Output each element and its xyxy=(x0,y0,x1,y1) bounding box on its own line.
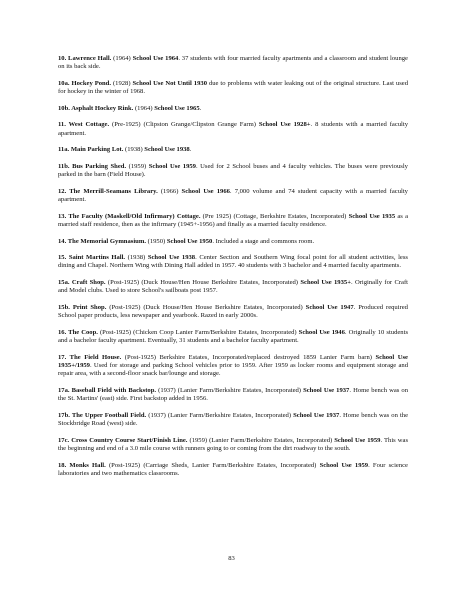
entry-description: . xyxy=(189,146,192,154)
entry-description: . Included a stage and commons room. xyxy=(212,237,315,245)
entry-details: (Post-1925) (Duck House/Hen House Berkshire Estates, Incorporated) xyxy=(105,279,301,287)
entry-title: 17b. The Upper Football Field. xyxy=(58,411,147,419)
entry-details: (1937) (Lanier Farm/Berkshire Estates, Incorporated) xyxy=(146,411,294,419)
entry-title: 10. Lawrence Hall. xyxy=(58,55,112,62)
entry-school-use: School Use Not Until 1930 xyxy=(132,79,207,87)
entry-school-use: School Use 1959 xyxy=(319,461,369,469)
entry-14 xyxy=(58,238,408,246)
entry-details: (Post-1925) (Carriage Sheds, Lanier Farm/Berkshire Estates, Incorporated) xyxy=(105,461,320,469)
entry-17b xyxy=(58,412,408,429)
entry-17c xyxy=(58,437,408,454)
entry-description: . 37 students with four married faculty apartments and a classroom and student lounge on its back side. xyxy=(58,55,408,71)
entry-description: . This was the beginning and end of a 3.0 mile course with runners going to or coming from the dirt roadway to the south. xyxy=(58,436,409,452)
entry-10b xyxy=(58,105,408,113)
entry-details: (Pre-1925) (Clipston Grange/Clipston Grange Farm) xyxy=(109,121,259,129)
entry-school-use: School Use 1959 xyxy=(148,162,196,170)
entry-school-use: School Use 1964 xyxy=(132,55,179,62)
entry-title: 17c. Cross Country Course Start/Finish Line. xyxy=(58,436,188,444)
entry-school-use: School Use 1938 xyxy=(144,146,190,154)
entry-title: 15b. Print Shop. xyxy=(58,303,107,311)
entry-details: (Post-1925) Berkshire Estates, Incorporated/replaced destroyed 1859 Lanier Farm barn) xyxy=(121,353,376,361)
entry-11a xyxy=(58,146,408,154)
entry-13 xyxy=(58,213,408,230)
entry-title: 11b. Bus Parking Shed. xyxy=(58,162,127,170)
entry-title: 13. The Faculty (Maskell/Old Infirmary) Cottage. xyxy=(58,212,201,220)
entry-description: . Home bench was on the St. Martins' (east) side. First backstop added in 1956. xyxy=(58,386,409,403)
entry-school-use: School Use 1947 xyxy=(305,303,354,311)
entry-18 xyxy=(58,462,408,479)
entry-title: 11a. Main Parking Lot. xyxy=(58,146,124,154)
entry-school-use: School Use 1935+ xyxy=(300,279,351,287)
entry-description: . Used for 2 School buses and 4 faculty vehicles. The buses were previously parked in the barn (Field House). xyxy=(58,162,408,179)
entry-school-use: School Use 1950 xyxy=(166,237,213,245)
entry-details: (1964) xyxy=(111,55,133,62)
entry-17 xyxy=(58,354,408,379)
entry-15a xyxy=(58,279,408,296)
page-number: 83 xyxy=(228,555,235,562)
entry-school-use: School Use 1937 xyxy=(293,411,340,419)
entry-title: 12. The Merrill-Seamans Library. xyxy=(58,187,158,195)
entry-school-use: School Use 1946 xyxy=(298,328,345,336)
entry-description: . Center Section and Southern Wing focal point for all student activities, less dining and Chapel. Northern Wing with Dining Hall added in 1957. 40 students with 3 bachelor and 4 married faculty apartments. xyxy=(58,254,408,270)
entry-description: . 8 students with a married faculty apartment. xyxy=(58,121,409,137)
entry-15 xyxy=(58,254,408,271)
entry-details: (1966) xyxy=(157,187,182,195)
entry-details: (1950) xyxy=(145,237,167,245)
entry-details: (Post-1925) (Duck House/Hen House Berkshire Estates, Incorporated) xyxy=(106,303,306,311)
entry-16 xyxy=(58,329,408,346)
entry-details: (1959) xyxy=(126,162,149,170)
entry-school-use: School Use 1935+/1959 xyxy=(58,353,408,369)
entry-school-use: School Use 1959 xyxy=(334,436,381,444)
entry-title: 15. Saint Martins Hall. xyxy=(58,254,126,262)
entry-school-use: School Use 1938 xyxy=(147,254,196,262)
entry-school-use: School Use 1928+ xyxy=(258,121,311,129)
entry-title: 14. The Memorial Gymnasium. xyxy=(58,237,146,245)
entry-11 xyxy=(58,121,408,138)
entry-title: 18. Monks Hall. xyxy=(58,461,106,469)
entry-title: 17. The Field House. xyxy=(58,353,122,361)
entry-12 xyxy=(58,188,408,205)
entry-title: 10a. Hockey Pond. xyxy=(58,79,111,87)
entry-school-use: School Use 1966 xyxy=(181,187,230,195)
entry-description: . Originally for Craft and Model clubs. Used to store School's sailboats post 1957. xyxy=(58,279,408,295)
entry-details: (1928) xyxy=(111,79,133,87)
entry-10a xyxy=(58,80,408,97)
entry-description: . xyxy=(199,104,202,112)
entry-school-use: School Use 1935 xyxy=(348,212,396,220)
entry-description: . Used for storage and parking School vehicles prior to 1959. After 1959 as locker rooms and equipment storage and repair area, with a second-floor snack bar/lounge and storage. xyxy=(58,361,408,378)
entry-school-use: School Use 1965 xyxy=(154,104,200,112)
entry-title: 16. The Coop. xyxy=(58,328,98,336)
entry-title: 17a. Baseball Field with Backstop. xyxy=(58,386,157,394)
entry-17a xyxy=(58,387,408,404)
entry-description: . 7,000 volume and 74 student capacity with a married faculty apartment. xyxy=(58,187,408,204)
entry-15b xyxy=(58,304,408,321)
entry-school-use: School Use 1937 xyxy=(303,386,350,394)
entry-description: . Four science laboratories and two mathematics classrooms. xyxy=(58,461,408,477)
entry-description: as a married staff residence, then as the infirmary (1945+-1956) and finally as a married faculty residence. xyxy=(58,212,408,228)
document-body xyxy=(58,55,408,486)
entry-10 xyxy=(58,55,408,72)
entry-title: 10b. Asphalt Hockey Rink. xyxy=(58,104,134,112)
entry-description: . Home bench was on the Stockbridge Road (west) side. xyxy=(58,411,408,428)
entry-description: . Produced required School paper products, less newspaper and yearbook. Razed in early 2000s. xyxy=(58,303,408,320)
entry-description: . Originally 10 students and a bachelor faculty apartment. Eventually, 31 students and a bachelor faculty apartment. xyxy=(58,328,409,345)
entry-details: (1964) xyxy=(133,104,155,112)
entry-details: (1937) (Lanier Farm/Berkshire Estates, Incorporated) xyxy=(156,386,304,394)
entry-details: (Post-1925) (Chicken Coop Lanier Farm/Berkshire Estates, Incorporated) xyxy=(97,328,299,336)
entry-details: (1959) (Lanier Farm/Berkshire Estates, Incorporated) xyxy=(187,436,335,444)
entry-details: (Pre 1925) (Cottage, Berkshire Estates, Incorporated) xyxy=(200,212,349,220)
entry-details: (1938) xyxy=(125,254,148,262)
entry-title: 11. West Cottage. xyxy=(58,121,110,129)
entry-description: due to problems with water leaking out of the original structure. Last used for hockey in the winter of 1968. xyxy=(58,79,409,96)
entry-title: 15a. Craft Shop. xyxy=(58,279,106,287)
entry-11b xyxy=(58,163,408,180)
entry-details: (1938) xyxy=(123,146,145,154)
